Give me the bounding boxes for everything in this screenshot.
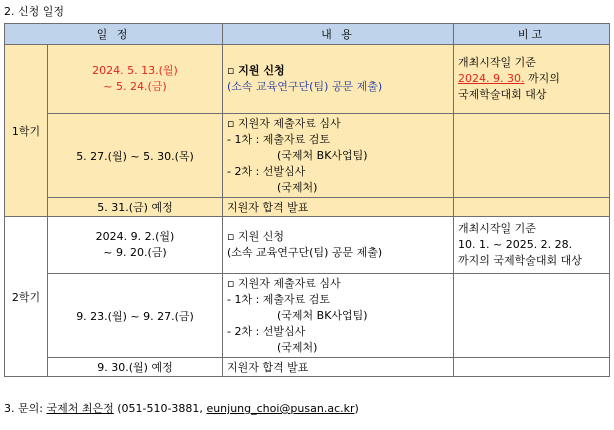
- table-header-row: [5, 24, 610, 45]
- content-line: ▫ 지원자 제출자료 심사: [227, 276, 341, 290]
- sem1-review-date: 5. 27.(월) ~ 5. 30.(목): [48, 114, 223, 198]
- contact-line: [4, 400, 359, 416]
- table-row: [5, 198, 610, 217]
- content-line: ▫ 지원 신청: [227, 230, 284, 243]
- contact-suffix: ): [354, 402, 359, 415]
- section-title: 2. 신청 일정: [4, 5, 64, 18]
- header-note: 비고: [454, 24, 610, 45]
- table-row: [5, 114, 610, 198]
- note-line: [458, 71, 605, 87]
- table-row: [5, 45, 610, 114]
- sem2-result-content: 지원자 합격 발표: [223, 358, 454, 377]
- content-line: (국제처 BK사업팀): [277, 308, 368, 322]
- note-line: 개최시작일 기준: [458, 222, 536, 235]
- sem2-note-empty: [454, 358, 610, 377]
- sem1-note-empty: [454, 198, 610, 217]
- sem1-apply-date: [48, 45, 223, 114]
- note-line: 까지의 국제학술대회 대상: [458, 254, 582, 267]
- table-row: [5, 274, 610, 358]
- content-line: - 1차 : 제출자료 검토: [227, 292, 331, 306]
- note-line: 개최시작일 기준: [458, 56, 536, 69]
- content-line: (소속 교육연구단(팀) 공문 제출): [227, 80, 383, 93]
- note-deadline: 2024. 9. 30.: [458, 72, 525, 85]
- sem2-apply-date: [48, 217, 223, 274]
- contact-email-link[interactable]: eunjung_choi@pusan.ac.kr: [206, 402, 355, 415]
- date-line: ~ 9. 20.(금): [103, 246, 167, 259]
- semester-label-1: 1학기: [5, 45, 48, 217]
- sem2-review-content: [223, 274, 454, 358]
- sem2-result-date: 9. 30.(월) 예정: [48, 358, 223, 377]
- header-content: 내 용: [223, 24, 454, 45]
- sem1-note: [454, 45, 610, 114]
- contact-name: 국제처 최은정: [46, 402, 114, 415]
- contact-phone: (051-510-3881,: [113, 402, 207, 415]
- date-line: 2024. 5. 13.(월): [92, 64, 178, 77]
- note-text: 까지의: [524, 72, 560, 85]
- sem1-result-date: 5. 31.(금) 예정: [48, 198, 223, 217]
- content-line: ▫ 지원자 제출자료 심사: [227, 116, 341, 130]
- content-line: (국제처): [277, 340, 318, 354]
- sem2-review-date: 9. 23.(월) ~ 9. 27.(금): [48, 274, 223, 358]
- note-line: 국제학술대회 대상: [458, 88, 547, 101]
- content-line: - 2차 : 선발심사: [227, 324, 306, 338]
- sem2-note-empty: [454, 274, 610, 358]
- content-line: ▫ 지원 신청: [227, 64, 285, 77]
- note-line: 10. 1. ~ 2025. 2. 28.: [458, 238, 573, 251]
- sem1-apply-content: [223, 45, 454, 114]
- content-line: - 2차 : 선발심사: [227, 164, 306, 178]
- content-line: (국제처 BK사업팀): [277, 148, 368, 162]
- table-row: [5, 217, 610, 274]
- content-line: - 1차 : 제출자료 검토: [227, 132, 331, 146]
- sem1-note-empty: [454, 114, 610, 198]
- sem2-apply-content: [223, 217, 454, 274]
- table-row: [5, 358, 610, 377]
- content-line: (소속 교육연구단(팀) 공문 제출): [227, 246, 383, 259]
- contact-prefix: 3. 문의:: [4, 402, 47, 415]
- date-line: ~ 5. 24.(금): [103, 80, 167, 93]
- content-line: (국제처): [277, 180, 318, 194]
- schedule-table: [4, 23, 610, 377]
- date-line: 2024. 9. 2.(월): [95, 230, 175, 243]
- sem2-note: [454, 217, 610, 274]
- sem1-review-content: [223, 114, 454, 198]
- sem1-result-content: 지원자 합격 발표: [223, 198, 454, 217]
- semester-label-2: 2학기: [5, 217, 48, 377]
- header-schedule: 일 정: [5, 24, 223, 45]
